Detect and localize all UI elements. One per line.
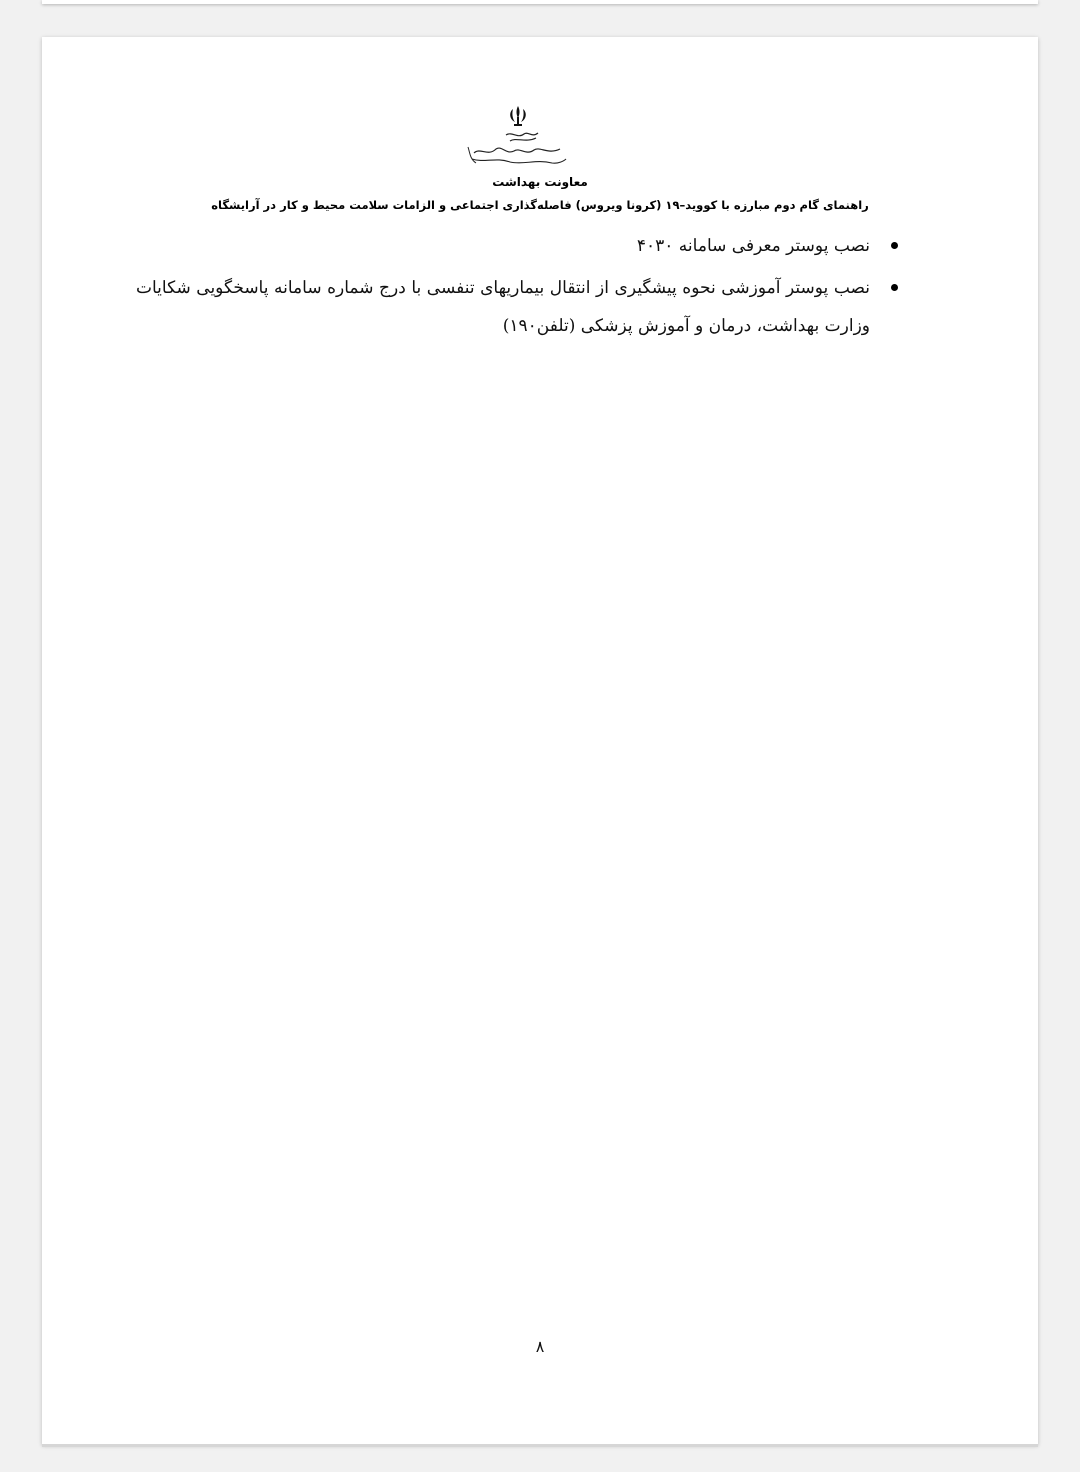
list-item-text: نصب پوستر آموزشی نحوه پیشگیری از انتقال بیماریهای تنفسی با درج شماره سامانه پاسخگویی شکایات وزارت بهداشت، درمان و آموزش پزشکی (تلفن۱۹۰) xyxy=(136,278,870,336)
bullet-list xyxy=(136,227,870,345)
list-item xyxy=(136,269,870,345)
list-item xyxy=(136,227,870,265)
iran-emblem-icon xyxy=(506,105,530,127)
guide-title: راهنمای گام دوم مبارزه با کووید–۱۹ (کرونا ویروس) فاصله‌گذاری اجتماعی و الزامات سلامت محیط و کار در آرایشگاه xyxy=(211,198,869,212)
page-number: ۸ xyxy=(535,1337,545,1356)
list-item-text: نصب پوستر معرفی سامانه ۴۰۳۰ xyxy=(636,236,870,256)
document-page xyxy=(42,37,1038,1445)
bullet-icon xyxy=(891,284,898,291)
letterhead xyxy=(442,103,582,169)
document-body xyxy=(136,227,870,349)
bullet-icon xyxy=(891,242,898,249)
department-name: معاونت بهداشت xyxy=(492,175,588,189)
previous-page-edge xyxy=(42,0,1038,4)
ministry-seal-calligraphy xyxy=(466,129,570,167)
page-bottom-edge xyxy=(42,1444,1038,1447)
